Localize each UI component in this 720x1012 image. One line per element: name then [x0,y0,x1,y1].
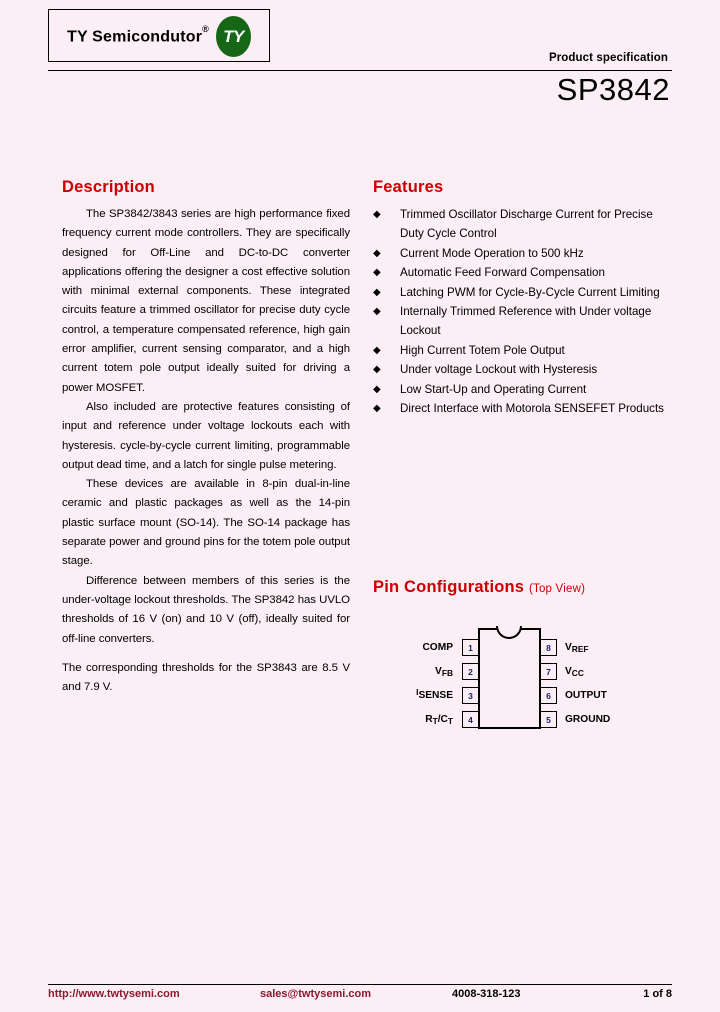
list-item [373,302,673,341]
diamond-bullet-icon: ◆ [373,286,381,298]
pin-box-8: 8 [540,639,557,656]
pin-label-3: $^I$ SENSE [416,687,453,701]
diamond-bullet-icon: ◆ [373,403,381,415]
pin-configurations-heading-wrap [373,578,683,605]
diamond-bullet-icon: ◆ [373,306,381,318]
list-item [373,205,673,244]
pin-label-2: V $_{FB}$ [435,666,453,678]
list-item [373,341,673,360]
feature-label: Latching PWM for Cycle-By-Cycle Current Limiting [400,285,660,299]
diamond-bullet-icon: ◆ [373,364,381,376]
website-link[interactable]: http://www.twtysemi.com [48,988,180,1000]
pin-label-1: COMP [422,642,453,653]
email-link[interactable]: sales@twtysemi.com [260,988,371,1000]
feature-label: Internally Trimmed Reference with Under voltage Lockout [400,305,652,338]
footer-divider [48,984,672,985]
page-number: 1 of 8 [643,988,672,1000]
features-heading: Features [373,178,444,196]
features-section [373,178,673,418]
pin-box-7: 7 [540,663,557,680]
logo-ty-badge-icon [216,16,251,57]
pin-label-6: OUTPUT [565,690,607,701]
list-item [373,283,673,302]
description-heading: Description [62,178,155,196]
list-item [373,360,673,379]
logo-ty-badge-text: TY [223,26,244,46]
feature-label: Low Start-Up and Operating Current [400,382,587,396]
description-paragraph: The SP3842/3843 series are high performance fixed frequency current mode controllers. They are specifically designed for Off-Line and DC-to-DC converter applications offering the designer a cost effective solution with minimal external components. These integrated circuits feature a trimmed oscillator for precise duty cycle control, a temperature compensated reference, high gain error amplifier, current sensing comparator, and a high current totem pole output ideally suited for driving a power MOSFET. [62,208,350,394]
phone-number: 4008-318-123 [452,988,521,1000]
pin-box-4: 4 [462,711,479,728]
diamond-bullet-icon: ◆ [373,383,381,395]
feature-label: Under voltage Lockout with Hysteresis [400,363,598,377]
pin-label-4: R $_T$ /C $_T$ [425,714,453,726]
feature-label: Automatic Feed Forward Compensation [400,266,605,280]
list-item [373,244,673,263]
pin-label-8: V $_{REF}$ [565,642,589,654]
description-closing-paragraph: The corresponding thresholds for the SP3843 are 8.5 V and 7.9 V. [62,661,350,694]
pin-label-5: GROUND [565,714,611,725]
header-divider [48,70,672,71]
feature-label: Direct Interface with Motorola SENSEFET Products [400,402,664,416]
chip-package-body [478,628,541,729]
description-paragraph: Also included are protective features consisting of input and reference under voltage lockouts each with hysteresis. cycle-by-cycle current limiting, programmable output dead time, and a latch for single pulse metering. [62,400,350,471]
pin-diagram [405,620,645,740]
pin-configurations-subtitle: (Top View) [528,583,586,595]
list-item [373,380,673,399]
feature-label: Current Mode Operation to 500 kHz [400,246,584,260]
registered-trademark-icon: ® [202,23,209,34]
list-item [373,263,673,282]
diamond-bullet-icon: ◆ [373,247,381,259]
diamond-bullet-icon: ◆ [373,267,381,279]
pin-box-5: 5 [540,711,557,728]
product-specification-label: Product specification [548,52,668,64]
page-title: SP3842 [556,72,670,107]
pin-box-1: 1 [462,639,479,656]
pin-box-6: 6 [540,687,557,704]
page-footer [48,988,672,1006]
page-header [0,0,720,112]
logo-wordmark [66,23,209,46]
logo-company-name: TY Semicondutor [66,28,203,46]
description-paragraph: Difference between members of this series is the under-voltage lockout thresholds. The SP3842 has UVLO thresholds of 16 V (on) and 10 V (off), ideally suited for off-line converters. [62,574,350,645]
feature-label: Trimmed Oscillator Discharge Current for Precise Duty Cycle Control [400,208,653,241]
diamond-bullet-icon: ◆ [373,344,381,356]
pin-box-2: 2 [462,663,479,680]
features-list [373,205,673,418]
pin-box-3: 3 [462,687,479,704]
pin-configurations-heading [373,578,683,597]
pin-configurations-title: Pin Configurations [373,578,525,596]
description-paragraph: These devices are available in 8-pin dual-in-line ceramic and plastic packages as well as the 14-pin plastic surface mount (SO-14). The SO-14 package has separate power and ground pins for the totem pole output stage. [62,478,350,568]
pin-label-7: V $_{CC}$ [565,666,584,678]
diamond-bullet-icon: ◆ [373,209,381,220]
list-item [373,399,673,418]
feature-label: High Current Totem Pole Output [400,343,565,357]
description-section [62,178,350,697]
company-logo [48,9,270,62]
